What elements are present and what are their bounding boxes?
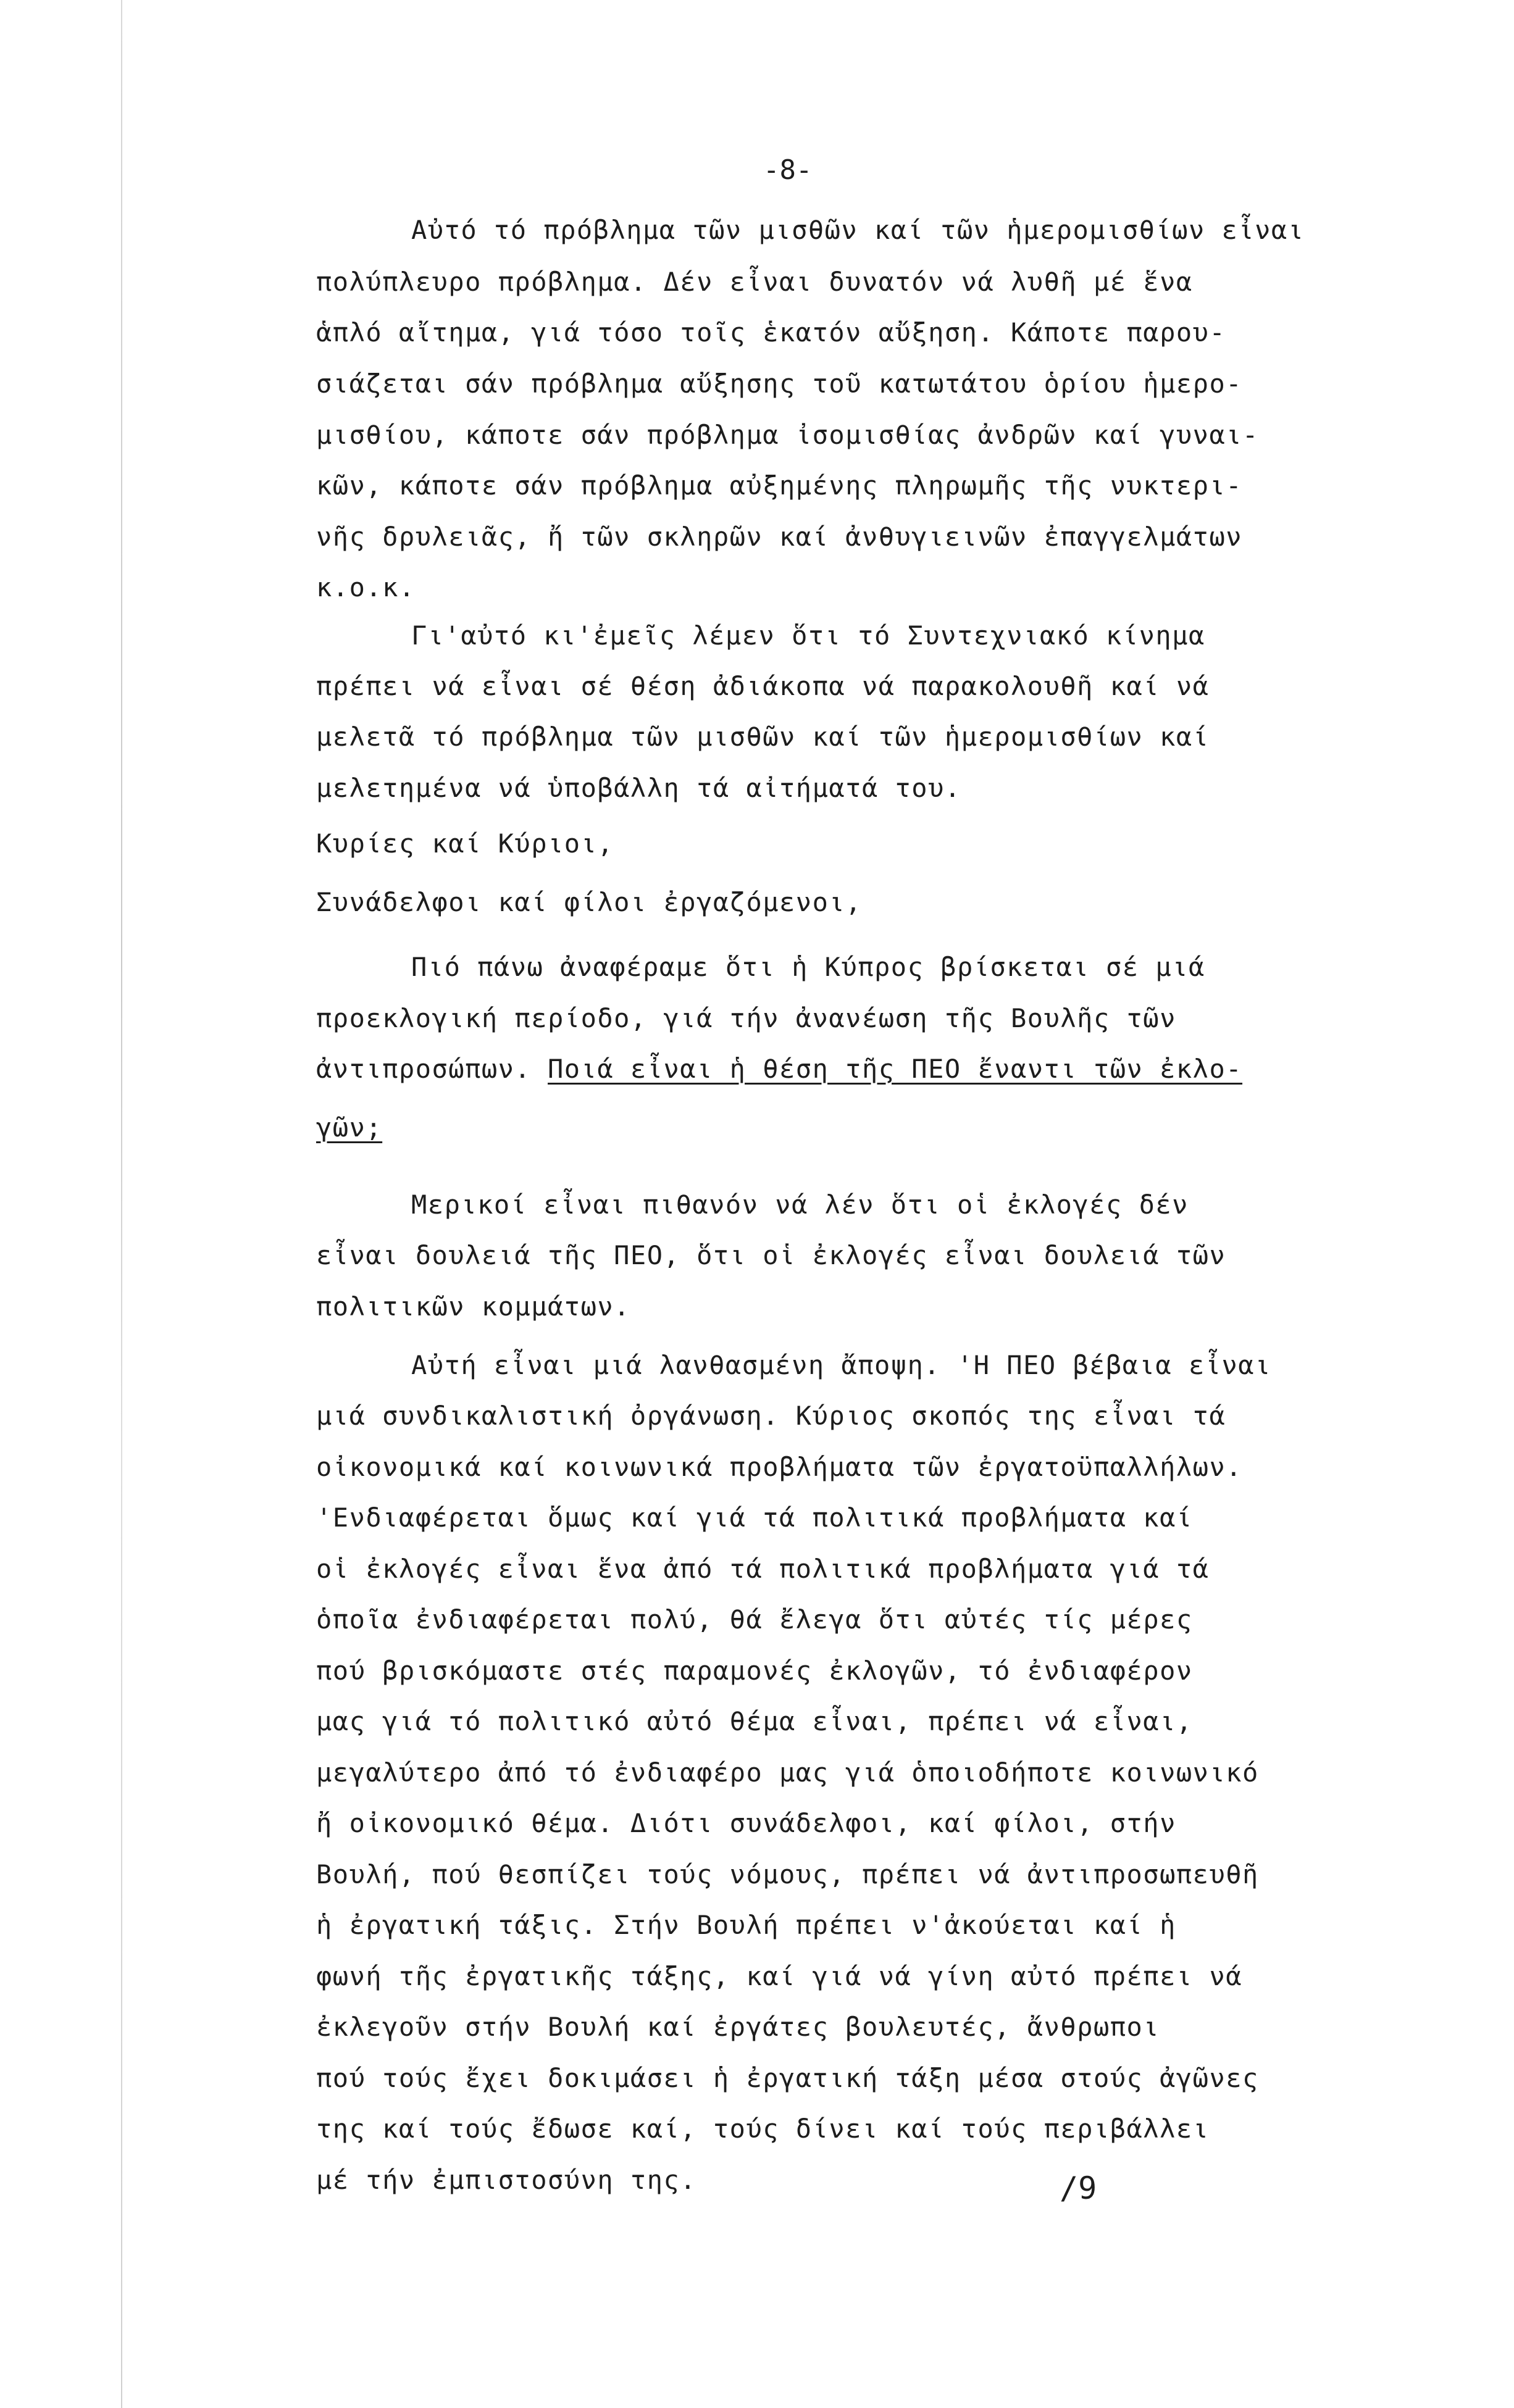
paragraph-5-line: Αὐτή εἶναι μιά λανθασμένη ἄποψη. 'Η ΠΕΟ βέβαια εἶναι [411,1350,1271,1380]
paragraph-5-line: ἡ ἐργατική τάξις. Στήν Βουλή πρέπει ν'ἀκούεται καί ἡ [316,1910,1176,1940]
paragraph-5-line: Βουλή, πού θεσπίζει τούς νόμους, πρέπει νά ἀντιπροσωπευθῆ [316,1859,1259,1889]
paragraph-1-line: κ.ο.κ. [316,572,416,602]
paragraph-1-line: Αὐτό τό πρόβλημα τῶν μισθῶν καί τῶν ἡμερομισθίων εἶναι [411,215,1305,245]
underlined-question: γῶν; [316,1112,383,1143]
paragraph-5-line: ἤ οἰκονομικό θέμα. Διότι συνάδελφοι, καί φίλοι, στήν [316,1808,1176,1838]
paragraph-1-line: πολύπλευρο πρόβλημα. Δέν εἶναι δυνατόν νά λυθῆ μέ ἕνα [316,267,1193,297]
paragraph-5-line: μεγαλύτερο ἀπό τό ἐνδιαφέρο μας γιά ὁποιοδήποτε κοινωνικό [316,1757,1259,1788]
paragraph-5-line: ὁποῖα ἐνδιαφέρεται πολύ, θά ἔλεγα ὅτι αὐτές τίς μέρες [316,1604,1193,1635]
paragraph-3-line: προεκλογική περίοδο, γιά τήν ἀνανέωση τῆς Βουλῆς τῶν [316,1003,1176,1033]
paragraph-3-line: Πιό πάνω ἀναφέραμε ὅτι ἡ Κύπρος βρίσκεται σέ μιά [411,952,1205,982]
paragraph-2-line: μελετημένα νά ὑποβάλλη τά αἰτήματά του. [316,773,961,803]
paragraph-5-line: πού τούς ἔχει δοκιμάσει ἡ ἐργατική τάξη μέσα στούς ἀγῶνες [316,2063,1259,2093]
paragraph-4-line: πολιτικῶν κομμάτων. [316,1291,630,1322]
paragraph-5-line: οἰκονομικά καί κοινωνικά προβλήματα τῶν ἐργατοϋπαλλήλων. [316,1452,1243,1482]
paragraph-5-line: πού βρισκόμαστε στές παραμονές ἐκλογῶν, τό ἐνδιαφέρον [316,1656,1193,1686]
scan-edge-line [121,0,122,2408]
paragraph-1-line: μισθίου, κάποτε σάν πρόβλημα ἰσομισθίας ἀνδρῶν καί γυναι- [316,420,1259,450]
salutation-line: Κυρίες καί Κύριοι, [316,828,614,859]
paragraph-1-line: κῶν, κάποτε σάν πρόβλημα αὐξημένης πληρωμῆς τῆς νυκτερι- [316,470,1243,501]
paragraph-5-line: οἱ ἐκλογές εἶναι ἕνα ἀπό τά πολιτικά προβλήματα γιά τά [316,1554,1210,1584]
paragraph-2-line: μελετᾶ τό πρόβλημα τῶν μισθῶν καί τῶν ἡμερομισθίων καί [316,722,1210,752]
paragraph-4-line: εἶναι δουλειά τῆς ΠΕΟ, ὅτι οἱ ἐκλογές εἶναι δουλειά τῶν [316,1240,1226,1270]
paragraph-5-line: 'Ενδιαφέρεται ὅμως καί γιά τά πολιτικά προβλήματα καί [316,1502,1193,1533]
underlined-question: Ποιά εἶναι ἡ θέση τῆς ΠΕΟ ἔναντι τῶν ἐκλο- [548,1054,1243,1084]
paragraph-4-line: Μερικοί εἶναι πιθανόν νά λέν ὅτι οἱ ἐκλογές δέν [411,1189,1189,1220]
paragraph-5-line: της καί τούς ἔδωσε καί, τούς δίνει καί τούς περιβάλλει [316,2114,1210,2144]
paragraph-5-line: φωνή τῆς ἐργατικῆς τάξης, καί γιά νά γίνη αὐτό πρέπει νά [316,1961,1243,1991]
paragraph-1-line: ἁπλό αἴτημα, γιά τόσο τοῖς ἑκατόν αὔξηση. Κάποτε παρου- [316,317,1226,348]
paragraph-1-line: νῆς δρυλειᾶς, ἤ τῶν σκληρῶν καί ἀνθυγιεινῶν ἐπαγγελμάτων [316,522,1243,552]
next-page-marker: /9 [1060,2170,1097,2206]
paragraph-5-line: μας γιά τό πολιτικό αὐτό θέμα εἶναι, πρέπει νά εἶναι, [316,1706,1193,1736]
paragraph-5-line: μιά συνδικαλιστική ὀργάνωση. Κύριος σκοπός της εἶναι τά [316,1401,1226,1431]
paragraph-2-line: πρέπει νά εἶναι σέ θέση ἀδιάκοπα νά παρακολουθῆ καί νά [316,671,1210,701]
paragraph-2-line: Γι'αὐτό κι'ἐμεῖς λέμεν ὅτι τό Συντεχνιακό κίνημα [411,620,1205,651]
paragraph-5-line: ἐκλεγοῦν στήν Βουλή καί ἐργάτες βουλευτές, ἄνθρωποι [316,2012,1160,2042]
page-number: -8- [763,154,813,186]
paragraph-5-line: μέ τήν ἐμπιστοσύνη της. [316,2165,697,2195]
paragraph-3-line [316,1052,1242,1086]
paragraph-3-text: ἀντιπροσώπων. [316,1054,548,1084]
salutation-line: Συνάδελφοι καί φίλοι ἐργαζόμενοι, [316,887,862,917]
paragraph-1-line: σιάζεται σάν πρόβλημα αὔξησης τοῦ κατωτάτου ὁρίου ἡμερο- [316,369,1243,399]
